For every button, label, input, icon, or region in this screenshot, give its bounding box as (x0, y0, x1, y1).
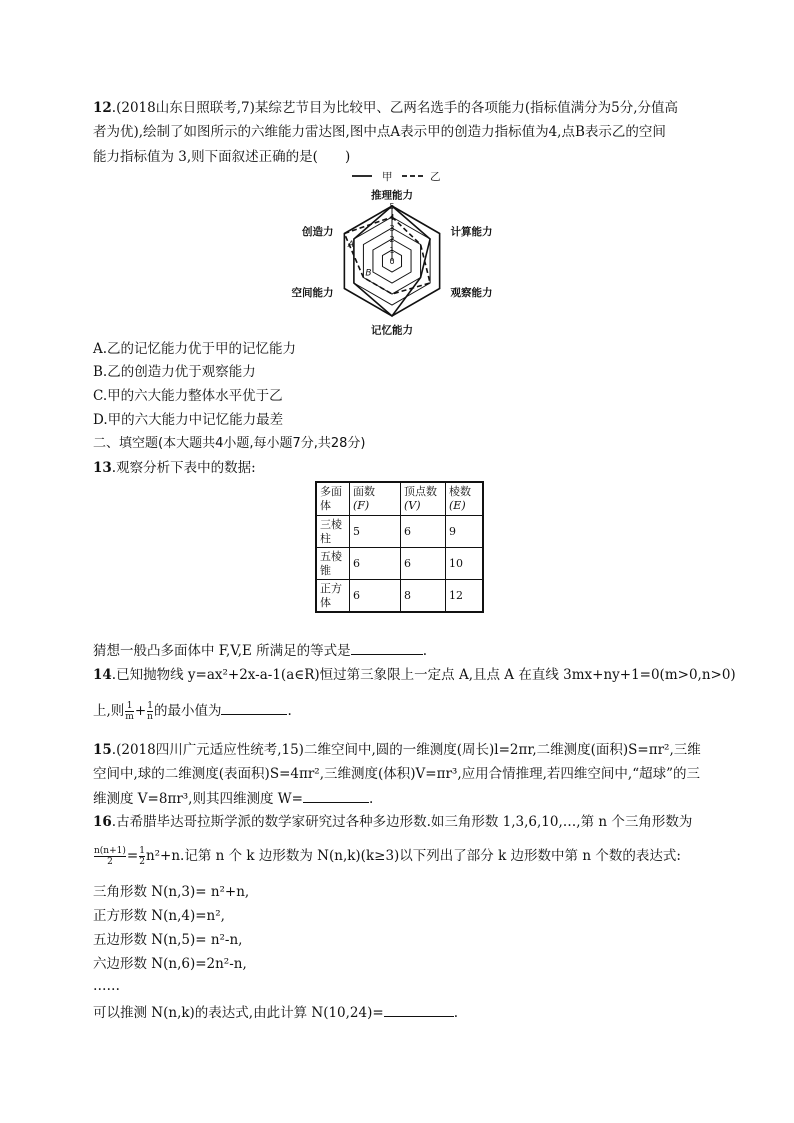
option-a: A.乙的记忆能力优于甲的记忆能力 (93, 341, 297, 357)
point-label-a: A (347, 240, 355, 250)
radar-chart (290, 166, 510, 336)
q16-last: 可以推测 N(n,k)的表达式,由此计算 N(10,24)= . (93, 1002, 458, 1023)
tick-label: 3 (389, 224, 395, 233)
table-row (316, 548, 483, 580)
axis-label: 计算能力 (450, 225, 493, 238)
table-cell: 12 (446, 580, 484, 613)
formula-line: 五边形数 N(n,5)= n²-n, (93, 932, 243, 948)
header-cell: 顶点数 (V) (401, 482, 446, 516)
tick-label: 1 (389, 246, 395, 255)
table-cell: 9 (446, 516, 484, 548)
option-c: C.甲的六大能力整体水平优于乙 (93, 388, 283, 404)
legend-label: 甲 (382, 171, 393, 183)
q12-line1: 12.(2018山东日照联考,7)某综艺节目为比较甲、乙两名选手的各项能力(指标值满分为5分,分值高 (93, 100, 679, 116)
fraction-half: $\frac{1}{2}$ (139, 846, 145, 867)
table-row (316, 580, 483, 613)
table-cell: 10 (446, 548, 484, 580)
header-cell: 面数 (F) (350, 482, 401, 516)
answer-blank[interactable] (384, 1002, 454, 1017)
answer-blank[interactable] (303, 788, 369, 803)
header-cell: 棱数 (E) (446, 482, 484, 516)
q16-line2: $\frac{n(n+1)}{2}$ = $\frac{1}{2}$ n²+n.记第 n 个 k 边形数为 N(n,k)(k≥3)以下列出了部分 k 边形数中第 n 个数的表达式: (94, 846, 681, 867)
tick-label: 2 (389, 235, 395, 244)
tick-label: 0 (389, 257, 395, 266)
table-cell: 8 (401, 580, 446, 613)
polyhedron-table (315, 481, 484, 613)
answer-blank[interactable] (221, 700, 287, 715)
q12-line3: 能力指标值为 3,则下面叙述正确的是( ) (93, 149, 351, 165)
fraction-1-over-n: $\frac{1}{n}$ (147, 701, 153, 722)
fraction-triangular: $\frac{n(n+1)}{2}$ (94, 846, 126, 867)
option-d: D.甲的六大能力中记忆能力最差 (93, 412, 284, 428)
legend-label: 乙 (430, 171, 441, 183)
section-heading: 二、填空题(本大题共4小题,每小题7分,共28分) (93, 436, 366, 451)
formula-line: 正方形数 N(n,4)=n², (93, 908, 225, 924)
answer-blank[interactable] (351, 640, 423, 655)
q14-line1: 14.已知抛物线 y=ax²+2x-a-1(a∈R)恒过第三象限上一定点 A,且点 A 在直线 3mx+ny+1=0(m>0,n>0) (93, 667, 736, 683)
axis-label: 推理能力 (371, 189, 413, 202)
table-cell: 6 (350, 580, 401, 613)
axis-label: 空间能力 (291, 287, 334, 300)
axis-label: 创造力 (302, 225, 334, 238)
q13-text: 13.观察分析下表中的数据: (93, 460, 256, 476)
table-header-row (316, 482, 483, 516)
table-cell: 三棱 柱 (316, 516, 350, 548)
table-cell: 6 (401, 548, 446, 580)
table-cell: 正方 体 (316, 580, 350, 613)
q15-line3: 维测度 V=8πr³,则其四维测度 W= . (93, 788, 373, 809)
tick-label: 4 (389, 213, 395, 222)
fraction-1-over-m: $\frac{1}{m}$ (125, 701, 134, 722)
ellipsis: …… (93, 978, 120, 994)
header-cell: 多面 体 (316, 482, 350, 516)
option-b: B.乙的创造力优于观察能力 (93, 364, 256, 380)
table-cell: 6 (350, 548, 401, 580)
formula-line: 三角形数 N(n,3)= n²+n, (93, 884, 250, 900)
axis-label: 观察能力 (450, 287, 493, 300)
table-cell: 五棱 锥 (316, 548, 350, 580)
point-label-b: B (365, 268, 372, 279)
q14-line2: 上,则 $\frac{1}{m}$ + $\frac{1}{n}$ 的最小值为 . (93, 701, 292, 722)
q13-question: 猜想一般凸多面体中 F,V,E 所满足的等式是 . (93, 640, 427, 661)
q15-line1: 15.(2018四川广元适应性统考,15)二维空间中,圆的一维测度(周长)l=2πr,二维测度(面积)S=πr²,三维 (93, 742, 701, 758)
table-cell: 5 (350, 516, 401, 548)
table-cell: 6 (401, 516, 446, 548)
axis-label: 记忆能力 (371, 324, 413, 337)
q15-line2: 空间中,球的二维测度(表面积)S=4πr²,三维测度(体积)V=πr³,应用合情推理,若四维空间中,“超球”的三 (93, 766, 701, 782)
q12-line2: 者为优),绘制了如图所示的六维能力雷达图,图中点A表示甲的创造力指标值为4,点B表示乙的空间 (93, 124, 666, 140)
tick-label: 5 (389, 202, 395, 211)
q16-line1: 16.古希腊毕达哥拉斯学派的数学家研究过各种多边形数.如三角形数 1,3,6,10,…,第 n 个三角形数为 (93, 814, 693, 830)
table-row (316, 516, 483, 548)
formula-line: 六边形数 N(n,6)=2n²-n, (93, 956, 247, 972)
